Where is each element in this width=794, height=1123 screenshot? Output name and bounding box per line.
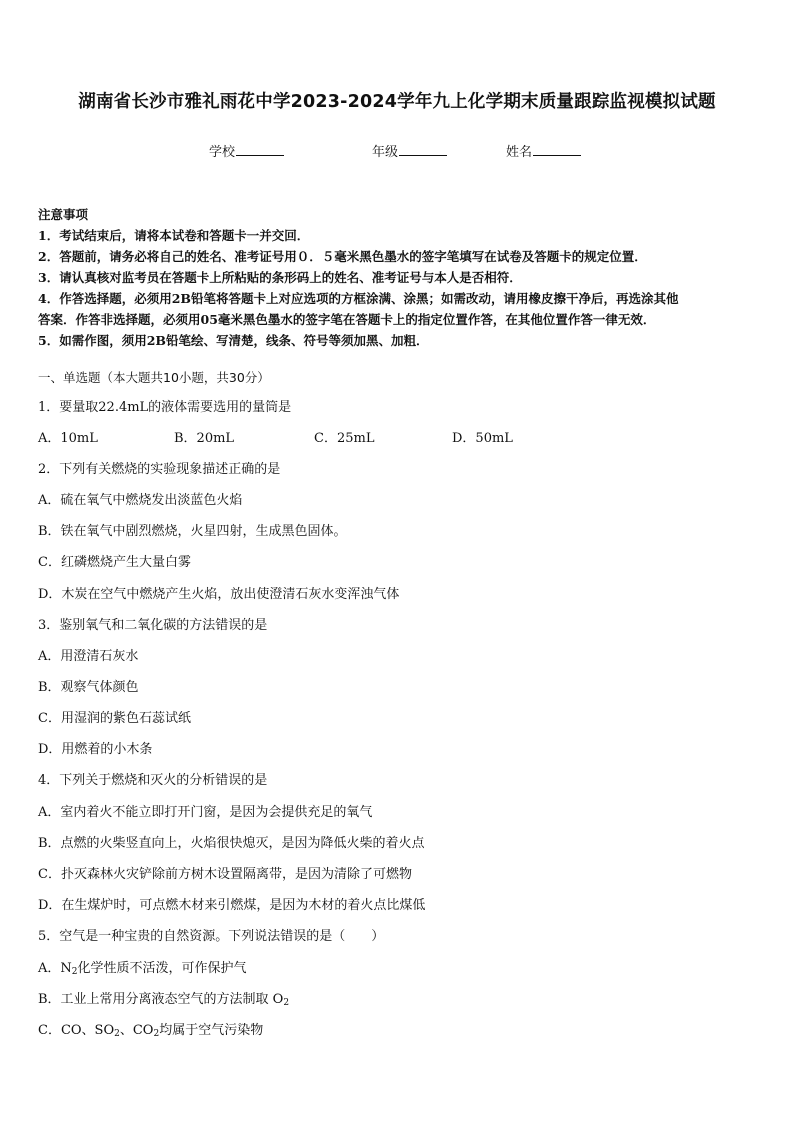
- q5-c-text: 均属于空气污染物: [159, 1023, 264, 1038]
- name-label: 姓名: [506, 145, 533, 160]
- q1-option-d: D．50mL: [452, 431, 513, 446]
- school-blank: [236, 142, 284, 156]
- question-2-stem: 2．下列有关燃烧的实验现象描述正确的是: [38, 462, 281, 477]
- q2-option-d: D．木炭在空气中燃烧产生火焰，放出使澄清石灰水变浑浊气体: [38, 587, 400, 602]
- q1-option-b: B．20mL: [174, 431, 235, 446]
- note-item: 3．请认真核对监考员在答题卡上所粘贴的条形码上的姓名、准考证号与本人是否相符．: [38, 270, 522, 285]
- q5-option-a: [38, 957, 247, 977]
- q4-option-d: D．在生煤炉时，可点燃木材来引燃煤，是因为木材的着火点比煤低: [38, 898, 426, 913]
- q5-option-b: [38, 988, 289, 1008]
- note-item: 1．考试结束后，请将本试卷和答题卡一并交回．: [38, 228, 310, 243]
- grade-field: [372, 141, 447, 160]
- page-title: 湖南省长沙市雅礼雨花中学2023-2024学年九上化学期末质量跟踪监视模拟试题: [78, 92, 716, 112]
- q4-option-b: B．点燃的火柴竖直向上，火焰很快熄灭，是因为降低火柴的着火点: [38, 836, 425, 851]
- name-field: [506, 141, 581, 160]
- note-item: 2．答题前，请务必将自己的姓名、准考证号用０．５毫米黑色墨水的签字笔填写在试卷及答题卡的规定位置．: [38, 249, 647, 264]
- q5-b-subscript: 2: [283, 998, 290, 1008]
- notes-heading: 注意事项: [38, 207, 89, 222]
- note-item: 答案．作答非选择题，必须用05毫米黑色墨水的签字笔在答题卡上的指定位置作答，在其他位置作答一律无效．: [38, 312, 656, 327]
- name-blank: [533, 142, 581, 156]
- q5-option-c: [38, 1019, 263, 1039]
- section-heading: 一、单选题（本大题共10小题，共30分）: [38, 370, 270, 385]
- q1-option-c: C．25mL: [314, 431, 375, 446]
- q3-option-d: D．用燃着的小木条: [38, 742, 153, 757]
- q5-b-prefix: B．工业上常用分离液态空气的方法制取 O: [38, 992, 284, 1007]
- q3-option-b: B．观察气体颜色: [38, 680, 139, 695]
- grade-blank: [399, 142, 447, 156]
- note-item: 5．如需作图，须用2B铅笔绘、写清楚，线条、符号等须加黑、加粗．: [38, 333, 429, 348]
- note-item: 4．作答选择题，必须用2B铅笔将答题卡上对应选项的方框涂满、涂黑；如需改动，请用橡皮擦干净后，再选涂其他: [38, 291, 679, 306]
- question-5-stem: 5．空气是一种宝贵的自然资源。下列说法错误的是（ ）: [38, 929, 385, 944]
- q2-option-c: C．红磷燃烧产生大量白雾: [38, 555, 191, 570]
- q5-a-prefix: A．N: [38, 961, 72, 976]
- q3-option-a: A．用澄清石灰水: [38, 649, 139, 664]
- school-field: [209, 141, 284, 160]
- q1-option-a: A．10mL: [38, 431, 98, 446]
- q5-c-prefix: C．CO、SO: [38, 1023, 115, 1038]
- q4-option-c: C．扑灭森林火灾铲除前方树木设置隔离带，是因为清除了可燃物: [38, 867, 412, 882]
- q5-c-subscript-2: 2: [153, 1029, 160, 1039]
- q5-a-text: 化学性质不活泼，可作保护气: [77, 961, 247, 976]
- question-4-stem: 4．下列关于燃烧和灭火的分析错误的是: [38, 773, 268, 788]
- question-1-stem: 1．要量取22.4mL的液体需要选用的量筒是: [38, 400, 292, 415]
- q2-option-b: B．铁在氧气中剧烈燃烧，火星四射，生成黑色固体。: [38, 524, 347, 539]
- q4-option-a: A．室内着火不能立即打开门窗，是因为会提供充足的氧气: [38, 805, 373, 820]
- school-label: 学校: [209, 145, 236, 160]
- q5-a-subscript: 2: [71, 967, 78, 977]
- q2-option-a: A．硫在氧气中燃烧发出淡蓝色火焰: [38, 493, 243, 508]
- q5-c-mid: 、CO: [119, 1023, 154, 1038]
- q3-option-c: C．用湿润的紫色石蕊试纸: [38, 711, 191, 726]
- q5-c-subscript-1: 2: [114, 1029, 120, 1039]
- question-3-stem: 3．鉴别氧气和二氧化碳的方法错误的是: [38, 618, 268, 633]
- grade-label: 年级: [372, 145, 399, 160]
- notes-section: [38, 204, 758, 351]
